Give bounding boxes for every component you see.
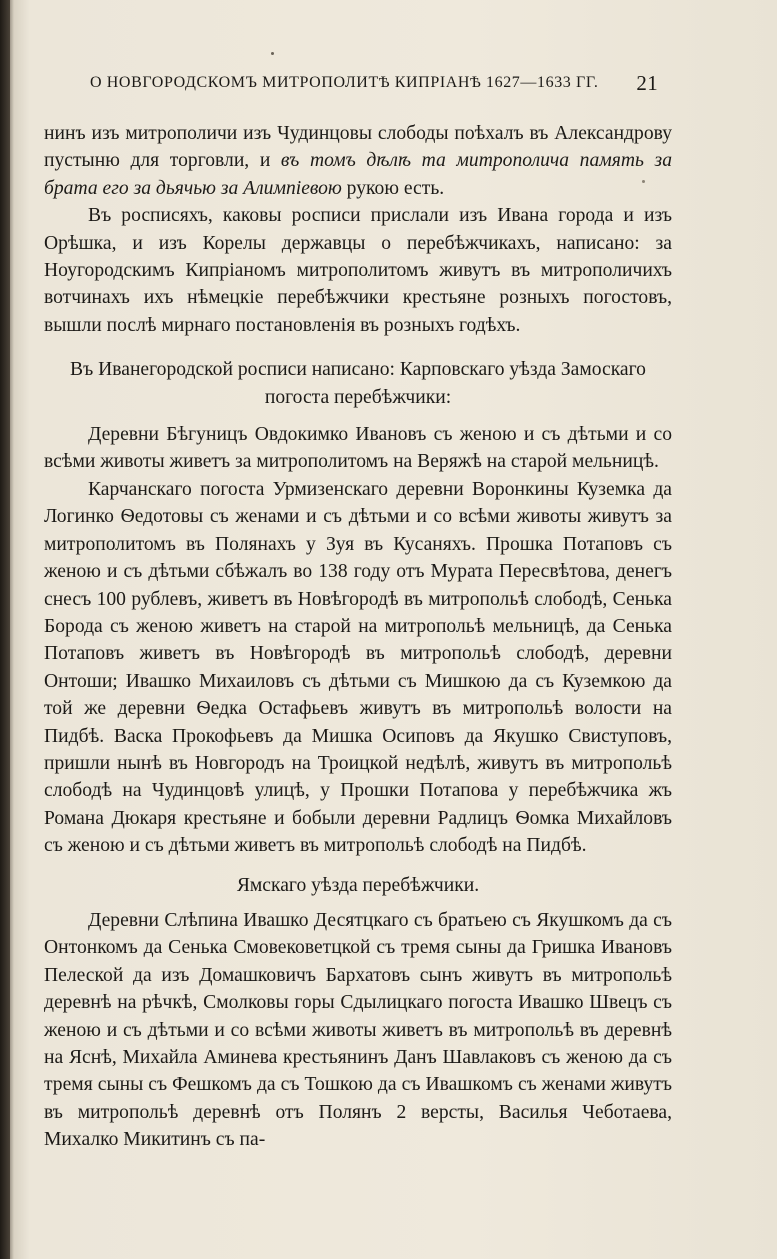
section-gap: [44, 860, 672, 872]
body-text: [44, 120, 672, 1154]
paragraph-text: рукою есть.: [341, 177, 445, 199]
paragraph: Деревни Бѣгуницъ Овдокимко Ивановъ съ женою и съ дѣтьми и со всѣми животы живетъ за митрополитомъ на Веряжѣ на старой мельницѣ.: [44, 424, 672, 473]
page-number: 21: [636, 71, 658, 95]
paragraph-text: нинъ изъ митрополичи изъ Чудинцовы слободы поѣхалъ въ Александрову пустыню для торговли, и: [44, 123, 672, 172]
paragraph: Въ росписяхъ, каковы росписи прислали изъ Ивана города и изъ Орѣшка, и изъ Корелы державцы о перебѣжчикахъ, написано: за Ноугородскимъ Кипріаномъ митрополитомъ живутъ въ митрополичихъ вотчинахъ ихъ нѣмецкіе перебѣжчики крестьяне розныхъ погостовъ, вышли послѣ мирнаго постановленія въ розныхъ годѣхъ.: [44, 205, 672, 336]
section-gap: [44, 339, 672, 356]
section-heading: Ямскаго уѣзда перебѣжчики.: [236, 874, 480, 896]
section-heading: Въ Иванегородской росписи написано: Карповскаго уѣзда Замоскаго погоста перебѣжчики:: [70, 359, 646, 408]
book-spine-shadow: [0, 0, 10, 1259]
italic-phrase: въ томъ дѣлѣ та митрополича память за брата его за дьячью за Алимпіевою: [44, 150, 672, 199]
running-title: О НОВГОРОДСКОМЪ МИТРОПОЛИТѢ КИПРІАНѢ 1627—1633 ГГ.: [90, 74, 599, 91]
running-header: [90, 71, 670, 102]
section-gap: [44, 411, 672, 421]
paragraph-continuation: [44, 120, 672, 202]
paragraph: Карчанскаго погоста Урмизенскаго деревни Воронкины Куземка да Логинко Ѳедотовы съ женами и съ дѣтьми и со всѣми животы живутъ за митрополитомъ въ Полянахъ у Зуя въ Кусаняхъ. Прошка Потаповъ съ женою и съ дѣтьми сбѣжалъ во 138 году отъ Мурата Пересвѣтова, денегъ снесъ 100 рублевъ, живетъ въ Новѣгородѣ въ митропольѣ слободѣ, Сенька Борода съ женою живетъ на старой на митропольѣ мельницѣ, да Сенька Потаповъ живетъ въ Новѣгородѣ въ митропольѣ слободѣ, деревни Онтоши; Ивашко Михаиловъ съ дѣтьми съ Мишкою да съ Куземкою да той же деревни Ѳедка Остафьевъ живутъ въ митропольѣ волости на Пидбѣ. Васка Прокофьевъ да Мишка Осиповъ да Якушко Свиступовъ, пришли нынѣ въ Новгородъ на Троицкой недѣлѣ, живутъ въ митропольѣ слободѣ на Чудинцовѣ улицѣ, у Прошки Потапова у перебѣжчика жъ Романа Дюкаря крестьяне и бобыли деревни Радлицъ Ѳомка Михайловъ съ женою и съ дѣтьми живетъ въ митропольѣ слободѣ на Пидбѣ.: [44, 478, 672, 857]
print-speck: [271, 52, 274, 55]
paragraph: Деревни Слѣпина Ивашко Десятцкаго съ братьею съ Якушкомъ да съ Онтонкомъ да Сенька Смовековетцкой съ тремя сыны да Гришка Ивановъ Пелеской да изъ Домашковичъ Бархатовъ сынъ живутъ въ митропольѣ деревнѣ на рѣчкѣ, Смолковы горы Сдылицкаго погоста Ивашко Швецъ съ женою и съ дѣтьми и со всѣми животы живетъ въ митропольѣ въ деревнѣ на Яснѣ, Михайла Аминева крестьянинъ Данъ Шавлаковъ съ женою да съ тремя сыны съ Фешкомъ да съ Тошкою да съ Ивашкомъ съ женами живутъ въ митропольѣ деревнѣ отъ Полянъ 2 версты, Василья Чеботаева, Михалко Микитинъ съ па-: [44, 909, 672, 1151]
section-gap: [44, 899, 672, 907]
